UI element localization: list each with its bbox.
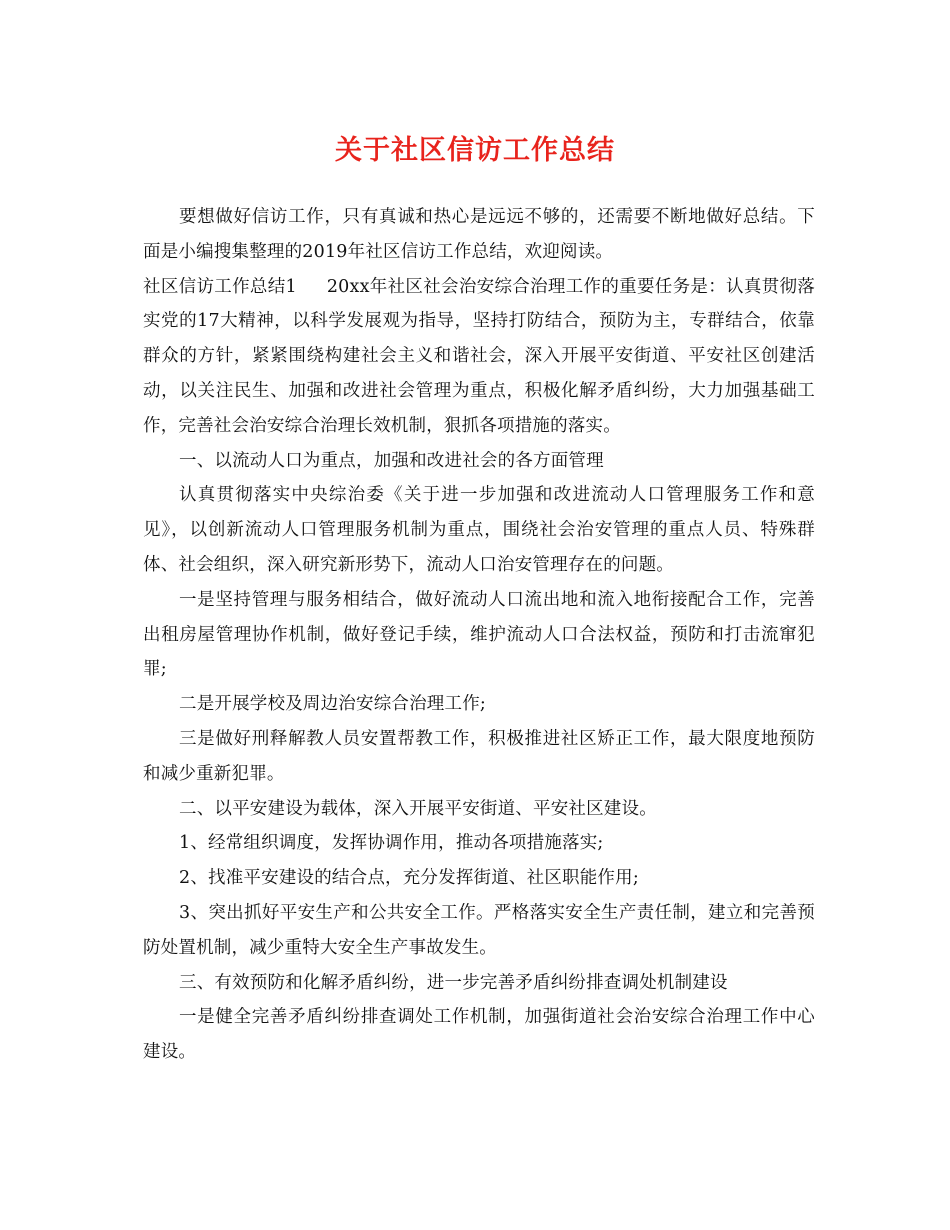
list-item-3: 3、突出抓好平安生产和公共安全工作。严格落实安全生产责任制，建立和完善预防处置机制，减少重特大安全生产事故发生。 [143, 902, 815, 958]
paragraph-directive: 认真贯彻落实中央综治委《关于进一步加强和改进流动人口管理服务工作和意见》，以创新流动人口管理服务机制为重点，围绕社会治安管理的重点人员、特殊群体、社会组织，深入研究新形势下，流动人口治安管理存在的问题。 [143, 485, 815, 575]
paragraph-mechanism: 一是健全完善矛盾纠纷排查调处工作机制，加强街道社会治安综合治理工作中心建设。 [143, 1007, 815, 1063]
document-title: 关于社区信访工作总结 [335, 135, 615, 166]
section-lead-text: 20xx年社区社会治安综合治理工作的重要任务是：认真贯彻落实党的17大精神，以科学发展观为指导，坚持打防结合，预防为主，专群结合，依靠群众的方针，紧紧围绕构建社会主义和谐社会，深入开展平安街道、平安社区创建活动，以关注民生、加强和改进社会管理为重点，积极化解矛盾纠纷，大力加强基础工作，完善社会治安综合治理长效机制，狠抓各项措施的落实。 [143, 276, 815, 436]
list-item-2: 2、找准平安建设的结合点，充分发挥街道、社区职能作用; [179, 868, 639, 889]
heading-one: 一、以流动人口为重点，加强和改进社会的各方面管理 [179, 450, 604, 471]
document-body [143, 200, 815, 1070]
section-label: 社区信访工作总结1 [143, 276, 297, 297]
paragraph-point-two: 二是开展学校及周边治安综合治理工作; [179, 694, 486, 715]
paragraph-point-three: 三是做好刑释解教人员安置帮教工作，积极推进社区矫正工作，最大限度地预防和减少重新犯罪。 [143, 728, 815, 784]
list-item-1: 1、经常组织调度，发挥协调作用，推动各项措施落实; [179, 833, 604, 854]
intro-paragraph: 要想做好信访工作，只有真诚和热心是远远不够的，还需要不断地做好总结。下面是小编搜集整理的2019年社区信访工作总结，欢迎阅读。 [143, 207, 815, 262]
paragraph-point-one: 一是坚持管理与服务相结合，做好流动人口流出地和流入地衔接配合工作，完善出租房屋管理协作机制，做好登记手续，维护流动人口合法权益，预防和打击流窜犯罪; [143, 589, 815, 680]
section-lead-paragraph [143, 270, 815, 444]
heading-two: 二、以平安建设为载体，深入开展平安街道、平安社区建设。 [179, 798, 657, 819]
heading-three: 三、有效预防和化解矛盾纠纷，进一步完善矛盾纠纷排查调处机制建设 [179, 972, 728, 993]
